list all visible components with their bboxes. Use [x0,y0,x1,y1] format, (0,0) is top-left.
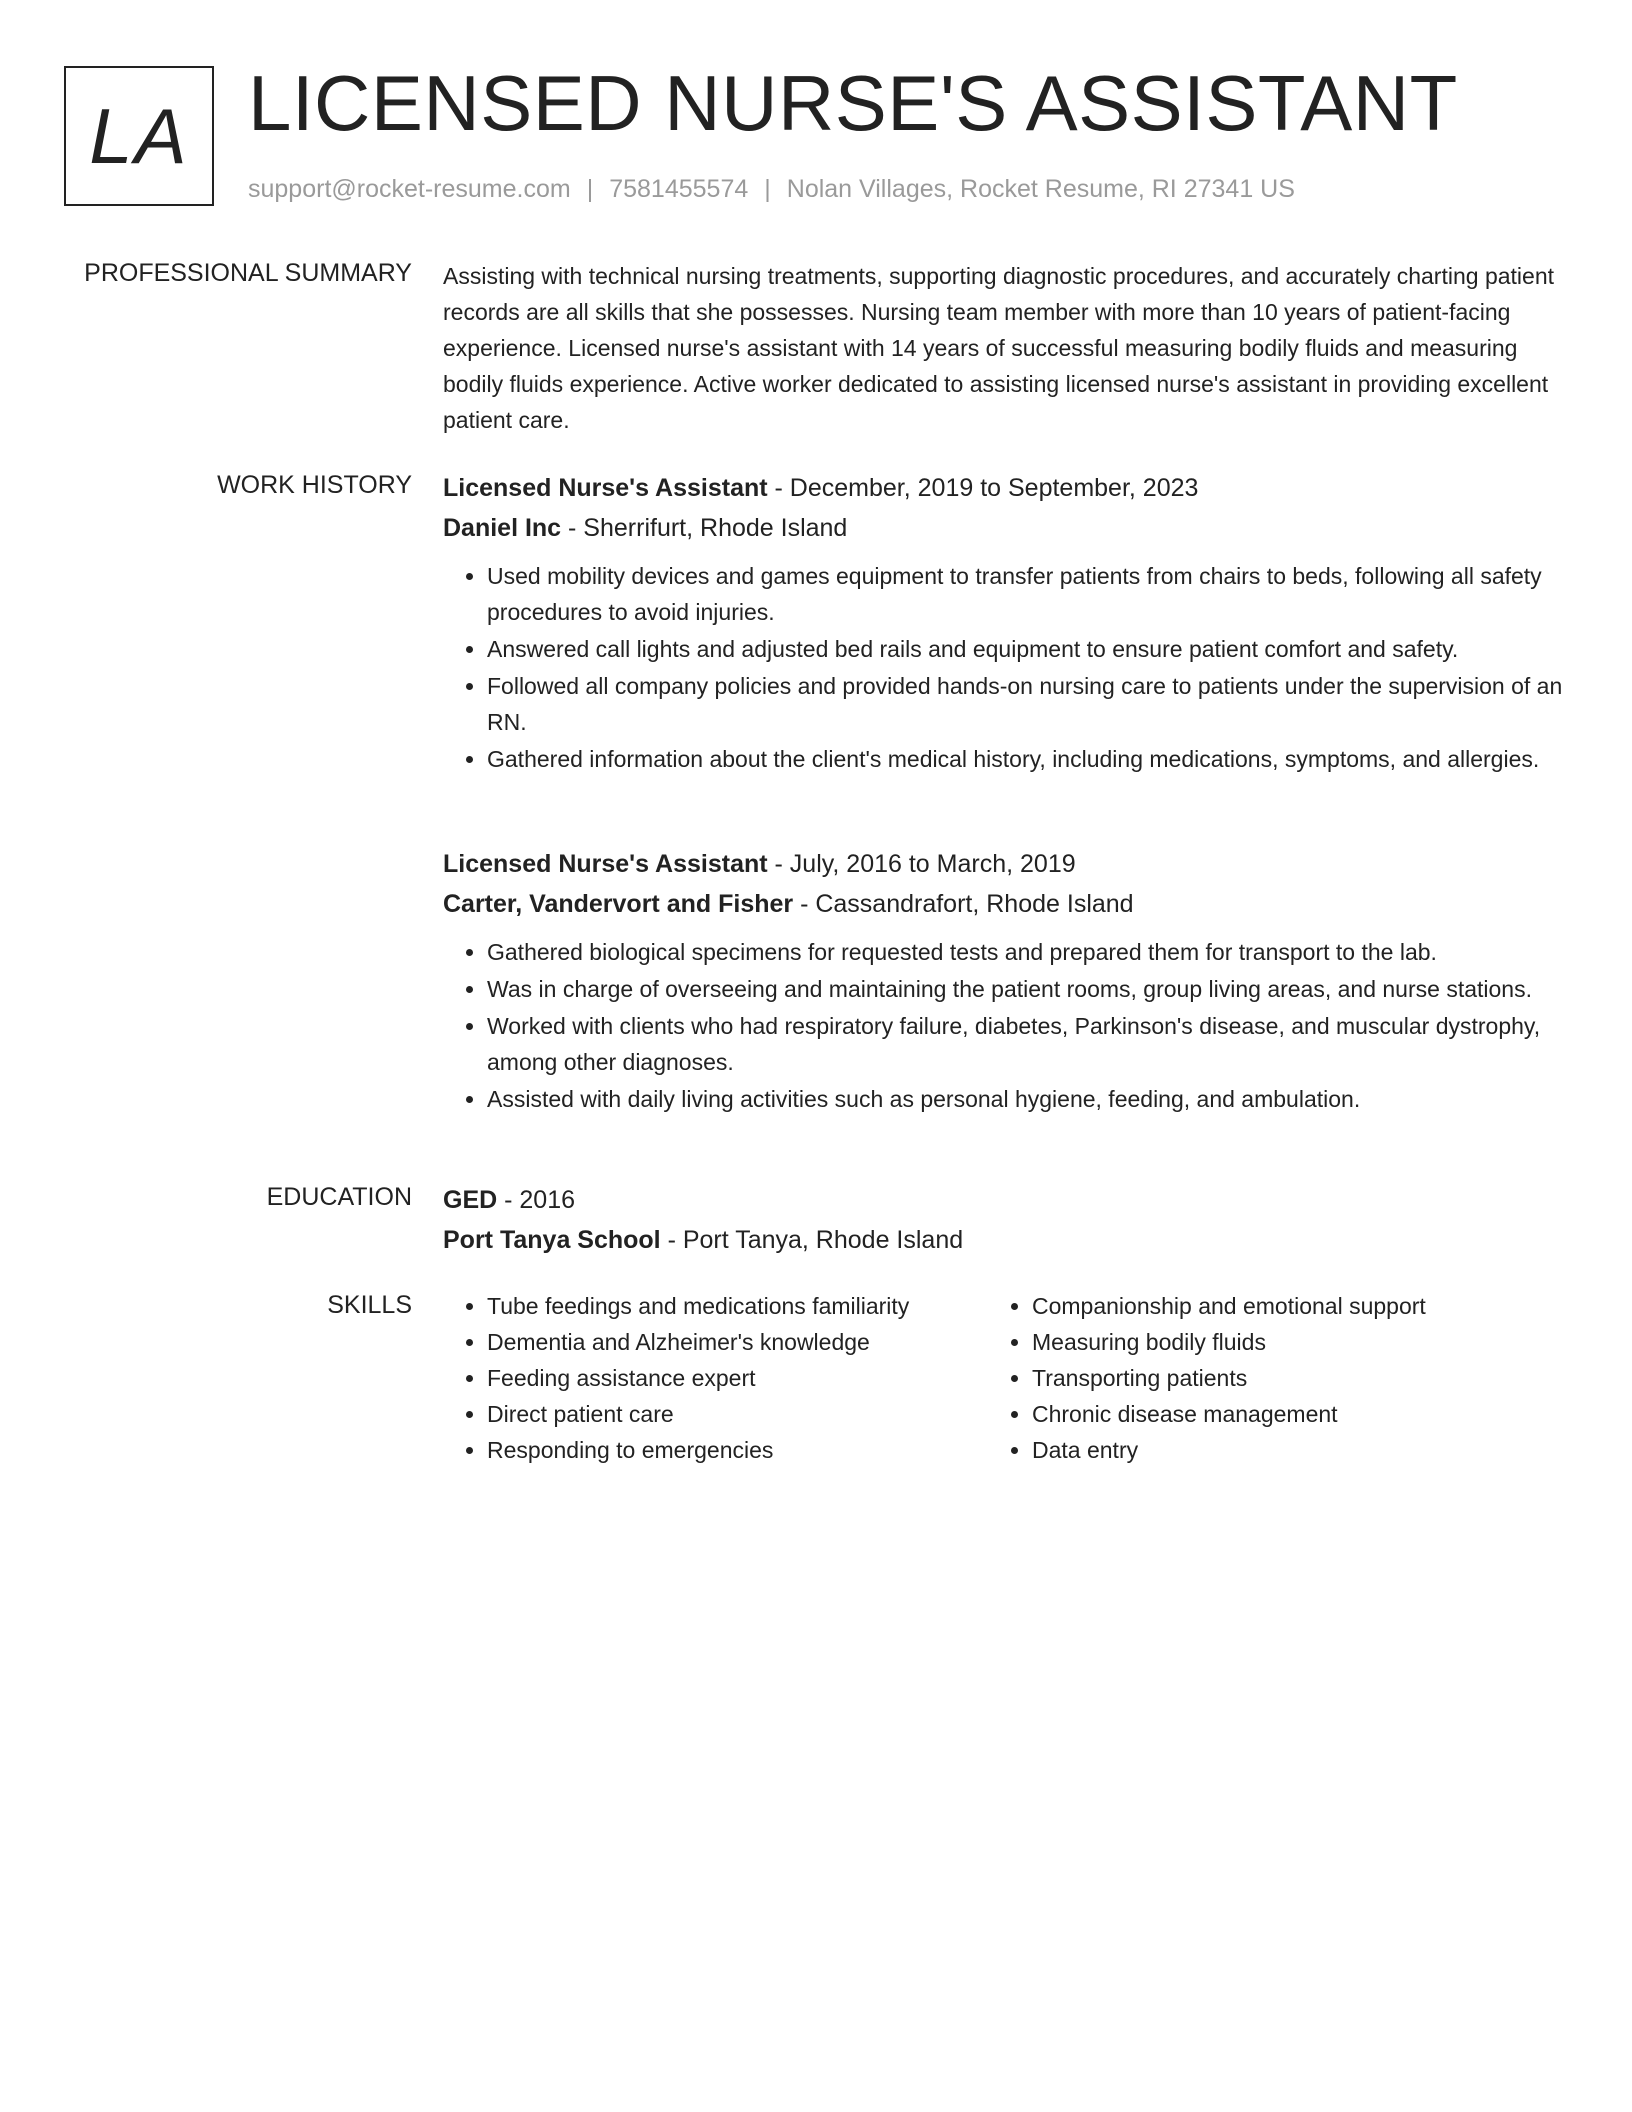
list-item: • Answered call lights and adjusted bed rails and equipment to ensure patient comfort and safety. [487,631,1563,667]
school-line [443,1220,1563,1260]
contact-separator: | [764,175,771,203]
job-dates: - July, 2016 to March, 2019 [767,850,1076,878]
job-bullets [443,934,1563,1117]
list-item: • Gathered biological specimens for requested tests and prepared them for transport to the lab. [487,934,1563,970]
skills-column-left [443,1288,988,1468]
job-title: Licensed Nurse's Assistant [443,850,768,878]
list-item: • Direct patient care [487,1396,988,1432]
work-history-label: WORK HISTORY [217,471,412,499]
contact-phone: 7581455574 [609,175,749,203]
education-body [443,1180,1563,1260]
job-bullets [443,558,1563,777]
list-item: • Measuring bodily fluids [1032,1324,1533,1360]
monogram-text: LA [89,91,189,180]
monogram-logo [64,66,214,206]
summary-label: PROFESSIONAL SUMMARY [84,259,412,287]
job-dates: - December, 2019 to September, 2023 [767,474,1199,502]
job-title-line [443,468,1563,508]
job-company-line [443,884,1563,924]
list-item: • Companionship and emotional support [1032,1288,1533,1324]
job-location: - Cassandrafort, Rhode Island [793,890,1134,918]
skills-label: SKILLS [327,1291,412,1319]
job-title: Licensed Nurse's Assistant [443,474,768,502]
job-title-line [443,844,1563,884]
skills-columns [443,1288,1563,1468]
job-location: - Sherrifurt, Rhode Island [561,514,848,542]
list-item: • Assisted with daily living activities such as personal hygiene, feeding, and ambulation. [487,1081,1563,1117]
list-item: • Was in charge of overseeing and maintaining the patient rooms, group living areas, and nurse stations. [487,971,1563,1007]
job-company: Carter, Vandervort and Fisher [443,890,794,918]
job-company-line [443,508,1563,548]
list-item: • Dementia and Alzheimer's knowledge [487,1324,988,1360]
job-company: Daniel Inc [443,514,562,542]
skills-list [988,1288,1533,1468]
degree: GED [443,1186,498,1214]
work-history-body [443,468,1563,1112]
list-item: • Transporting patients [1032,1360,1533,1396]
degree-line [443,1180,1563,1220]
summary-body [443,258,1563,438]
list-item: • Feeding assistance expert [487,1360,988,1396]
contact-email: support@rocket-resume.com [248,175,571,203]
page-title: LICENSED NURSE'S ASSISTANT [248,59,1458,147]
contact-address: Nolan Villages, Rocket Resume, RI 27341 US [786,175,1295,203]
skills-column-right [988,1288,1533,1468]
list-item: • Chronic disease management [1032,1396,1533,1432]
list-item: • Worked with clients who had respiratory failure, diabetes, Parkinson's disease, and muscular dystrophy, among other diagnoses. [487,1008,1563,1080]
list-item: • Gathered information about the client's medical history, including medications, symptoms, and allergies. [487,741,1563,777]
list-item: • Used mobility devices and games equipment to transfer patients from chairs to beds, following all safety procedures to avoid injuries. [487,558,1563,630]
degree-year: - 2016 [497,1186,576,1214]
summary-text: Assisting with technical nursing treatments, supporting diagnostic procedures, and accurately charting patient records are all skills that she possesses. Nursing team member with more than 10 years of patient-facing experience. Licensed nurse's assistant with 14 years of successful measuring bodily fluids and measuring bodily fluids experience. Active worker dedicated to assisting licensed nurse's assistant in providing excellent patient care. [443,263,1554,433]
contact-separator: | [586,175,594,203]
list-item: • Data entry [1032,1432,1533,1468]
job-entry [443,844,1563,1118]
list-item: • Responding to emergencies [487,1432,988,1468]
skills-body [443,1288,1563,1468]
list-item: • Followed all company policies and provided hands-on nursing care to patients under the supervision of an RN. [487,668,1563,740]
contact-line [248,174,1295,204]
job-entry [443,468,1563,777]
skills-list [443,1288,988,1468]
school-location: - Port Tanya, Rhode Island [660,1226,964,1254]
school-name: Port Tanya School [443,1226,661,1254]
list-item: • Tube feedings and medications familiarity [487,1288,988,1324]
education-label: EDUCATION [266,1183,412,1211]
